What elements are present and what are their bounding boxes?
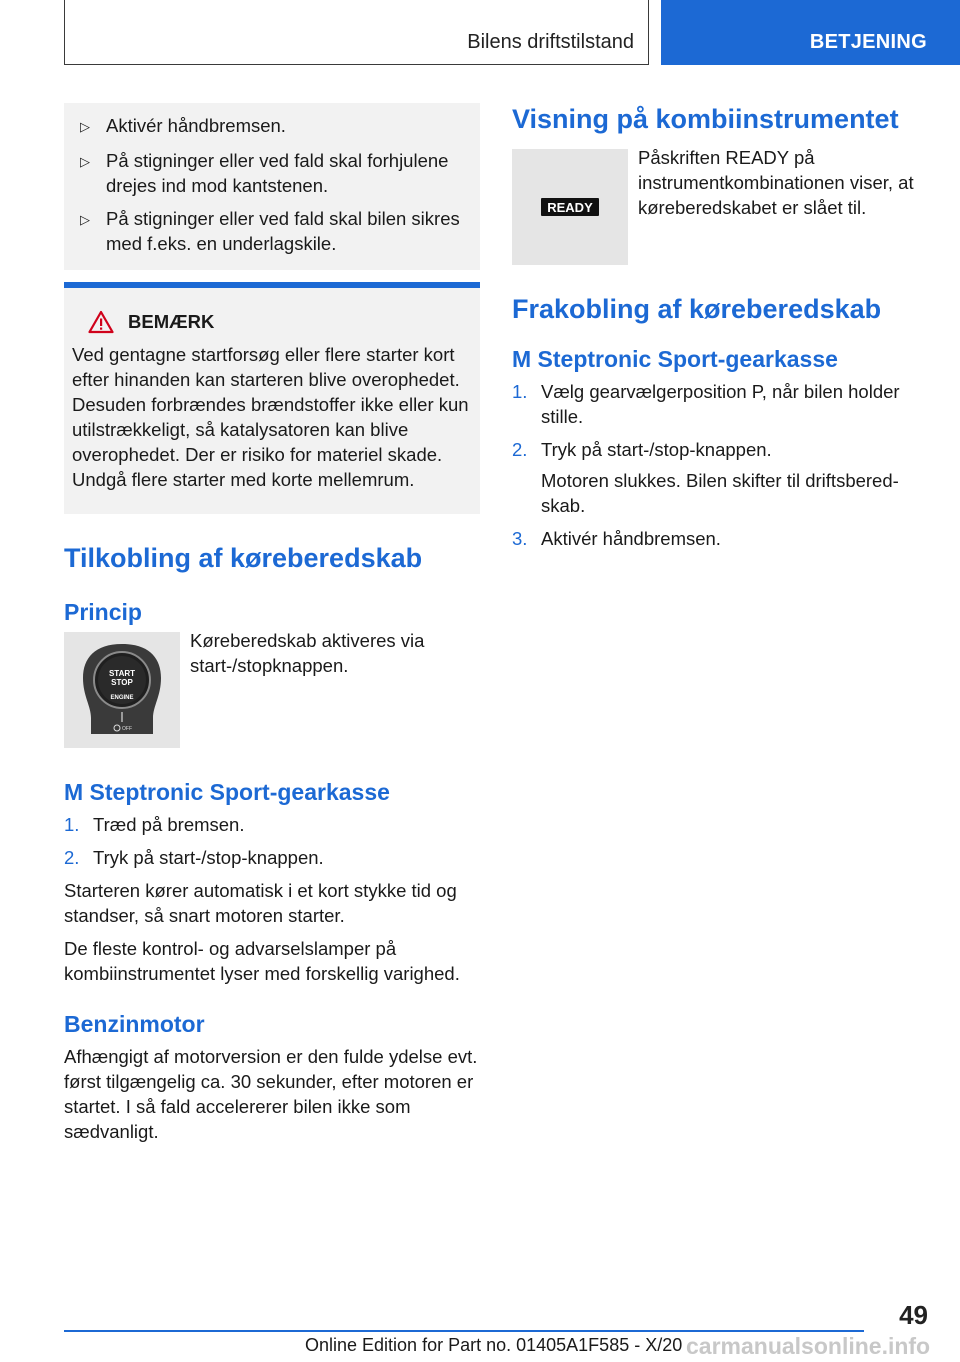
watermark: carmanualsonline.info [686, 1333, 931, 1359]
button-engine-label: ENGINE [110, 695, 134, 701]
display-block [512, 149, 928, 265]
principle-text: Køreberedskab aktiveres via start-/stopknappen. [190, 630, 425, 676]
section-title-connect: Tilkobling af køreberedskab [64, 543, 423, 573]
page-number: 49 [899, 1300, 928, 1330]
step-text: Vælg gearvælgerposition P, når bilen holder stille. [541, 381, 900, 427]
step-text: Aktivér håndbremsen. [541, 528, 721, 549]
step-number: 2. [64, 847, 80, 868]
step-subtext: Motoren slukkes. Bilen skifter til driftsberedskab. [541, 470, 899, 516]
display-text: Påskriften READY på instrumentkombinationen viser, at køreberedskabet er slået til. [638, 147, 914, 218]
right-column [512, 103, 928, 551]
notice-title: BEMÆRK [128, 311, 215, 332]
bullet-item [78, 113, 466, 140]
bullet-text: På stigninger eller ved fald skal bilen sikres med f.eks. en underlagskile. [106, 208, 460, 254]
warning-triangle-icon [88, 310, 114, 334]
steptronic-title-right: M Steptronic Sport-gearkasse [512, 346, 838, 372]
footer-divider [64, 1330, 864, 1332]
button-off-label: OFF [122, 726, 132, 732]
ready-display-image [512, 149, 628, 265]
step-text: Træd på bremsen. [93, 814, 245, 835]
notice-header [72, 310, 472, 334]
step-number: 3. [512, 528, 528, 549]
start-steps-list [64, 812, 480, 870]
step-number: 1. [512, 381, 528, 402]
list-item [512, 379, 928, 429]
step-text: Tryk på start-/stop-knappen. [541, 439, 772, 460]
step-text: Tryk på start-/stop-knappen. [93, 847, 324, 868]
bullet-item [78, 148, 466, 198]
principle-block [64, 632, 480, 748]
header-section-box [64, 0, 649, 65]
button-start-label: START [108, 669, 136, 678]
display-section-title: Visning på kombiinstrumentet [512, 104, 899, 134]
list-item [512, 526, 928, 551]
bullet-box [64, 103, 480, 270]
step-number: 2. [512, 439, 528, 460]
footer-edition: Online Edition for Part no. 01405A1F585 - X/20 [305, 1335, 683, 1355]
start-stop-button-image [64, 632, 180, 748]
ready-label: READY [547, 200, 593, 215]
start-stop-button-icon [77, 640, 167, 740]
disconnect-section-title: Frakobling af køreberedskab [512, 294, 882, 324]
step-number: 1. [64, 814, 80, 835]
lamps-paragraph: De fleste kontrol- og advarselslamper på kombiinstrumentet lyser med forskellig varighed. [64, 938, 460, 984]
bullet-text: På stigninger eller ved fald skal forhjulene drejes ind mod kantstenen. [106, 150, 449, 196]
notice-text: Ved gentagne startforsøg eller flere starter kort efter hinanden kan starteren blive overophedet. Desuden forbrændes brændstoffer ikke eller kun utilstrækkeligt, så katalysatoren kan blive overophedet. Der er risiko for materiel skade. Undgå flere starter med korte mellemrum. [72, 344, 469, 490]
left-column [64, 103, 480, 1144]
header-section-title: Bilens driftstilstand [467, 31, 634, 53]
list-item [64, 812, 480, 837]
petrol-title: Benzinmotor [64, 1011, 205, 1037]
header-chapter-tab [661, 0, 960, 65]
header-chapter-title: BETJENING [809, 31, 927, 53]
triangle-bullet-icon: ▷ [80, 154, 90, 169]
notice-box [64, 282, 480, 514]
triangle-bullet-icon: ▷ [80, 212, 90, 227]
list-item [64, 845, 480, 870]
bullet-text: Aktivér håndbremsen. [106, 115, 286, 136]
ready-indicator-icon [540, 196, 600, 218]
button-stop-label: STOP [111, 678, 133, 687]
bullet-item [78, 206, 466, 256]
triangle-bullet-icon: ▷ [80, 119, 90, 134]
list-item [512, 437, 928, 462]
starter-paragraph: Starteren kører automatisk i et kort stykke tid og standser, så snart motoren starter. [64, 880, 457, 926]
principle-title: Princip [64, 599, 142, 625]
stop-steps-list [512, 379, 928, 551]
steptronic-title-left: M Steptronic Sport-gearkasse [64, 779, 390, 805]
petrol-paragraph: Afhængigt af motorversion er den fulde ydelse evt. først tilgængelig ca. 30 sekunder, efter motoren er startet. I så fald accelererer bilen ikke som sædvanligt. [64, 1046, 478, 1142]
